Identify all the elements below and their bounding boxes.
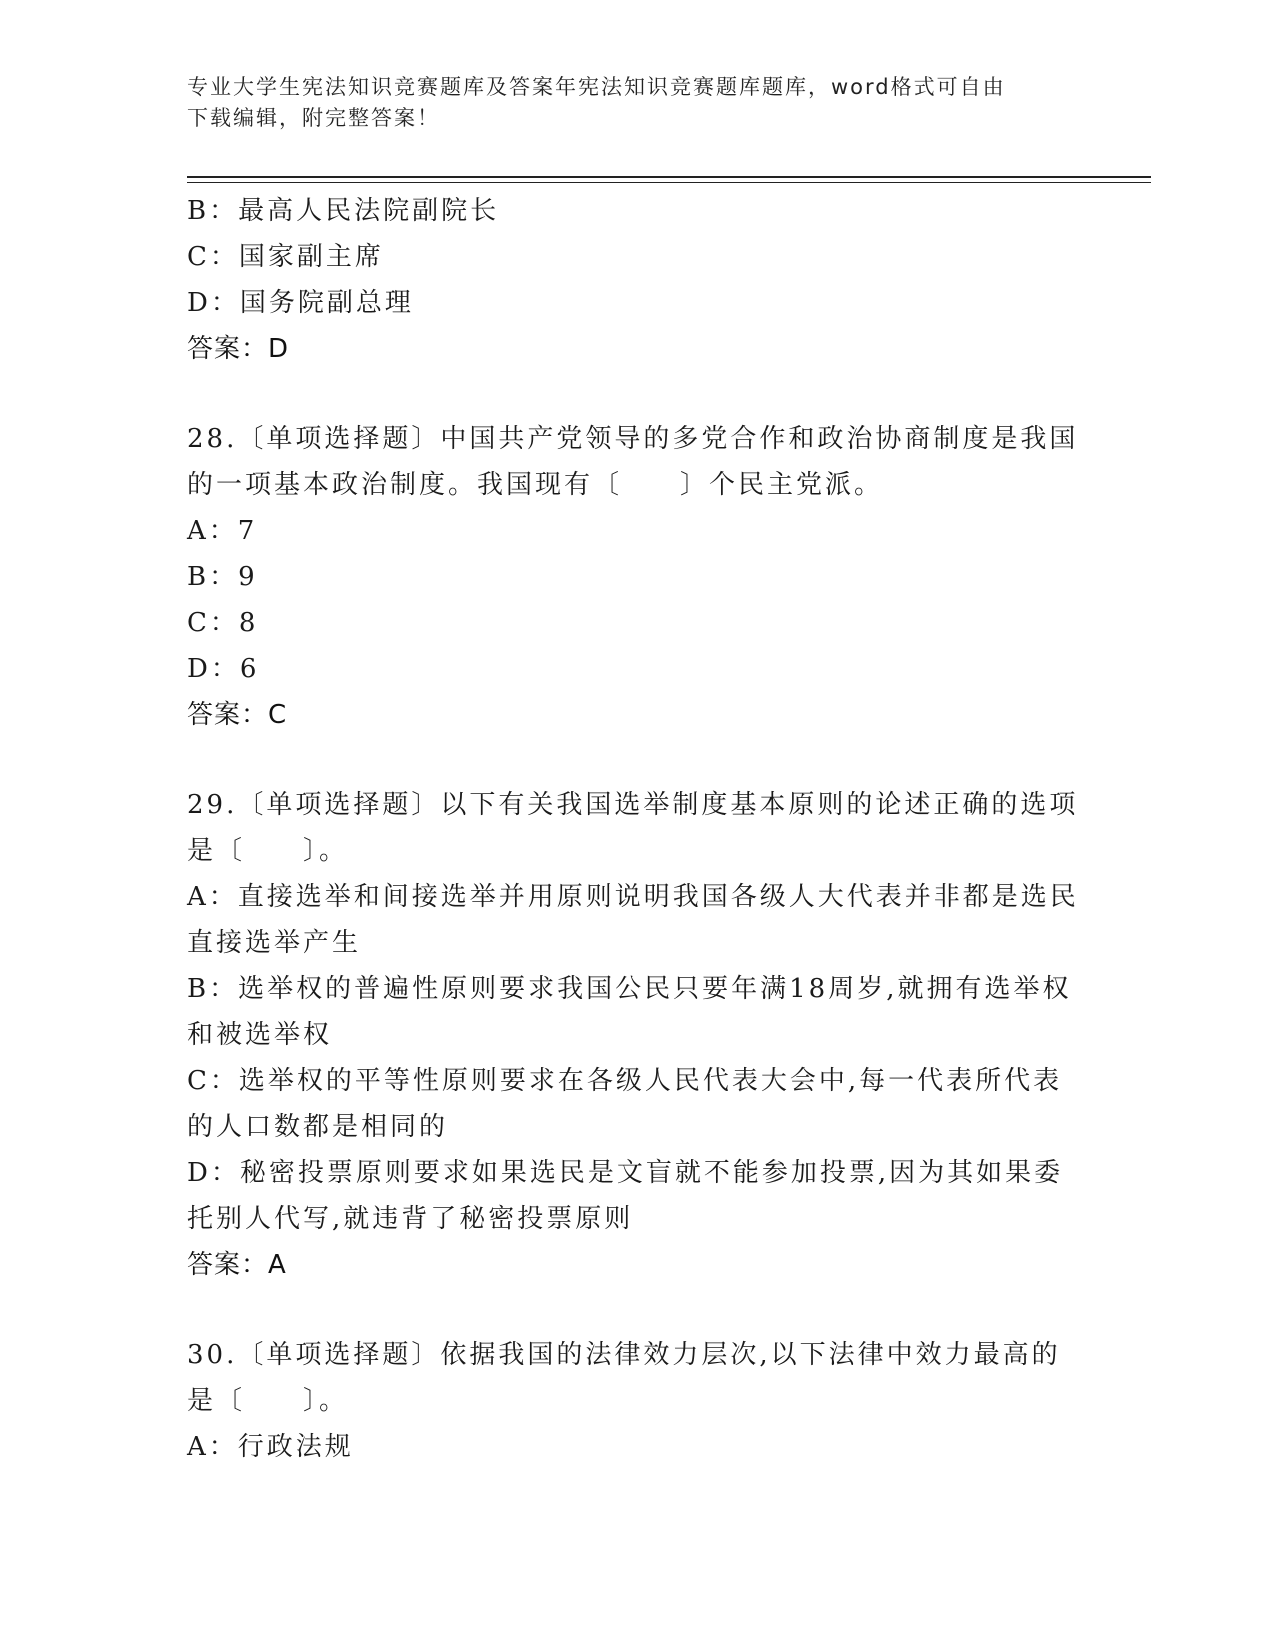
question-stem-line-1: 28.〔单项选择题〕中国共产党领导的多党合作和政治协商制度是我国 xyxy=(187,424,1079,454)
option-d xyxy=(187,1150,1087,1242)
question-stem-line-2: 是〔 〕。 xyxy=(187,1386,349,1416)
header-divider-thin xyxy=(187,182,1151,183)
question-28 xyxy=(187,416,1087,738)
option-c xyxy=(187,1058,1087,1150)
document-header xyxy=(187,72,1067,134)
option-c: C：8 xyxy=(187,608,259,638)
question-list xyxy=(187,188,1087,1470)
option-d: D：6 xyxy=(187,654,260,684)
option-a-line-2: 直接选举产生 xyxy=(187,928,362,958)
option-d: D：国务院副总理 xyxy=(187,288,414,318)
question-27 xyxy=(187,188,1087,372)
option-c-line-1: C：选举权的平等性原则要求在各级人民代表大会中,每一代表所代表 xyxy=(187,1066,1063,1096)
option-c: C：国家副主席 xyxy=(187,242,384,272)
option-d-line-2: 托别人代写,就违背了秘密投票原则 xyxy=(187,1204,634,1234)
option-c-line-2: 的人口数都是相同的 xyxy=(187,1112,449,1142)
question-stem-line-1: 29.〔单项选择题〕以下有关我国选举制度基本原则的论述正确的选项 xyxy=(187,790,1079,820)
answer-line: 答案：C xyxy=(187,700,288,730)
spacer xyxy=(187,372,1087,416)
header-line-1: 专业大学生宪法知识竞赛题库及答案年宪法知识竞赛题库题库，word格式可自由 xyxy=(187,75,1006,99)
header-line-2: 下载编辑，附完整答案！ xyxy=(187,106,440,130)
option-b: B：最高人民法院副院长 xyxy=(187,196,500,226)
answer-line: 答案：A xyxy=(187,1250,287,1280)
header-divider-thick xyxy=(187,176,1151,178)
question-29 xyxy=(187,782,1087,1288)
option-d-line-1: D：秘密投票原则要求如果选民是文盲就不能参加投票,因为其如果委 xyxy=(187,1158,1064,1188)
option-b xyxy=(187,966,1087,1058)
question-stem-line-2: 的一项基本政治制度。我国现有〔 〕个民主党派。 xyxy=(187,470,884,500)
spacer xyxy=(187,738,1087,782)
answer-line: 答案：D xyxy=(187,334,290,364)
option-a-line-1: A：直接选举和间接选举并用原则说明我国各级人大代表并非都是选民 xyxy=(187,882,1079,912)
option-a: A：7 xyxy=(187,516,258,546)
option-a: A：行政法规 xyxy=(187,1432,354,1462)
question-30 xyxy=(187,1332,1087,1470)
spacer xyxy=(187,1288,1087,1332)
option-a xyxy=(187,874,1087,966)
question-stem-line-1: 30.〔单项选择题〕依据我国的法律效力层次,以下法律中效力最高的 xyxy=(187,1340,1061,1370)
option-b: B：9 xyxy=(187,562,258,592)
option-b-line-2: 和被选举权 xyxy=(187,1020,333,1050)
option-b-line-1: B：选举权的普遍性原则要求我国公民只要年满18周岁,就拥有选举权 xyxy=(187,974,1072,1004)
question-stem-line-2: 是〔 〕。 xyxy=(187,836,349,866)
